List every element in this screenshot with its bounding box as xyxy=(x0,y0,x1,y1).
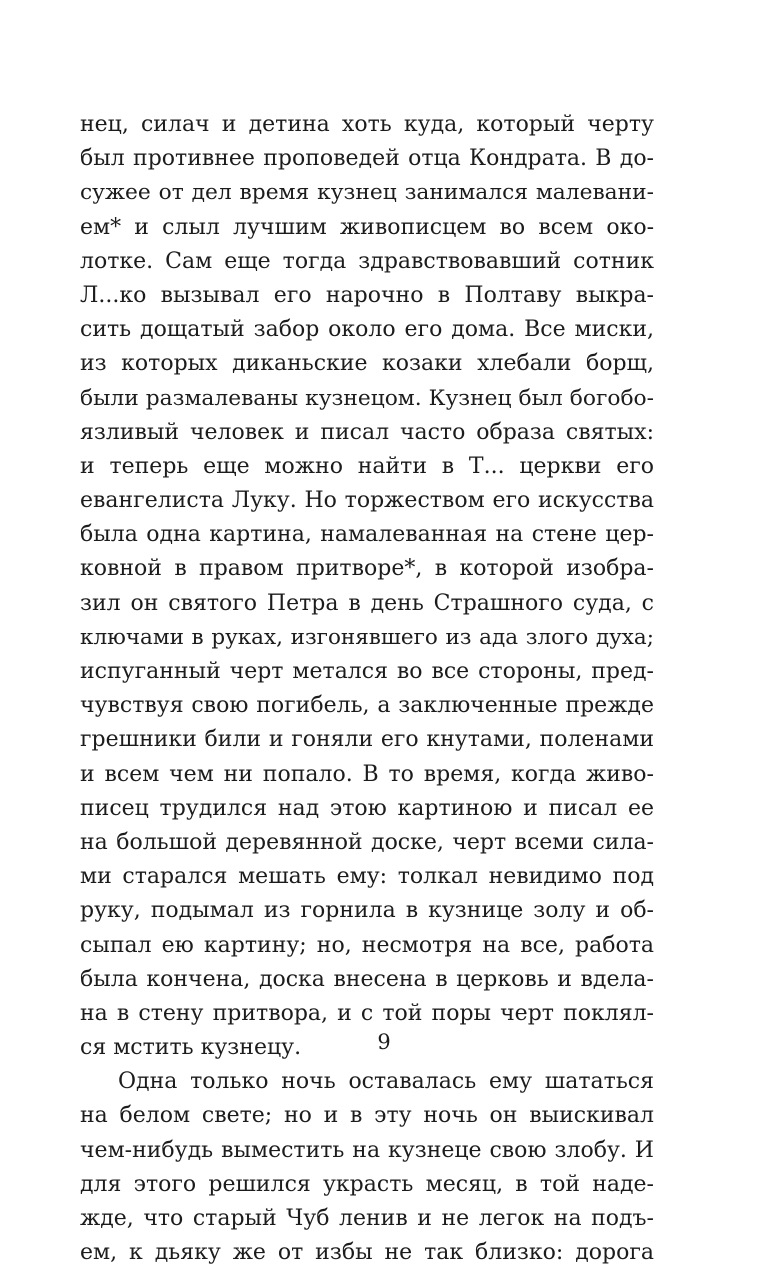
page-number: 9 xyxy=(377,1030,391,1054)
text-line: ем* и слыл лучшим живописцем во всем око- xyxy=(80,214,654,240)
text-line: чувствуя свою погибель, а заключенные прежде xyxy=(80,693,654,719)
text-line: зил он святого Петра в день Страшного суда, с xyxy=(80,590,654,616)
text-line: ся мстить кузнецу. xyxy=(80,1035,302,1061)
text-line: сужее от дел время кузнец занимался малевани- xyxy=(80,180,654,206)
text-line: ключами в руках, изгонявшего из ада злого духа; xyxy=(80,624,654,650)
text-line: язливый человек и писал часто образа святых: xyxy=(80,419,654,445)
text-line: нец, силач и детина хоть куда, который черту xyxy=(80,112,654,137)
paragraph-2 xyxy=(80,1065,654,1270)
text-line: Одна только ночь оставалась ему шататься xyxy=(118,1069,654,1095)
text-line: сить дощатый забор около его дома. Все миски, xyxy=(80,317,654,343)
text-line: была одна картина, намалеванная на стене цер- xyxy=(80,522,654,548)
text-line: на в стену притвора, и с той поры черт поклял- xyxy=(80,1000,654,1026)
text-line: лотке. Сам еще тогда здравствовавший сотник xyxy=(80,248,654,274)
text-line: чем-нибудь выместить на кузнеце свою злобу. И xyxy=(80,1137,654,1163)
paragraph-1 xyxy=(80,108,654,1065)
text-line: ем, к дьяку же от избы не так близко: дорога xyxy=(80,1240,654,1266)
text-line: сыпал ею картину; но, несмотря на все, работа xyxy=(80,932,654,958)
text-line: была кончена, доска внесена в церковь и вдела- xyxy=(80,966,654,992)
text-line: были размалеваны кузнецом. Кузнец был богобо- xyxy=(80,385,654,411)
text-line: ковной в правом притворе*, в которой изобра- xyxy=(80,556,654,582)
text-line: на большой деревянной доске, черт всеми сила- xyxy=(80,829,654,855)
text-line: на белом свете; но и в эту ночь он выискивал xyxy=(80,1103,654,1129)
text-line: испуганный черт метался во все стороны, пред- xyxy=(80,659,654,684)
text-line: для этого решился украсть месяц, в той наде- xyxy=(80,1171,654,1197)
text-line: руку, подымал из горнила в кузнице золу и об- xyxy=(80,898,654,924)
text-line: писец трудился над этою картиною и писал ее xyxy=(80,795,654,821)
text-line: грешники били и гоняли его кнутами, поленами xyxy=(80,727,654,753)
text-line: и всем чем ни попало. В то время, когда живо- xyxy=(80,761,654,787)
text-line: ми старался мешать ему: толкал невидимо под xyxy=(80,864,654,890)
body-text xyxy=(80,108,654,1270)
text-line: из которых диканьские козаки хлебали борщ, xyxy=(80,351,654,377)
text-line: был противнее проповедей отца Кондрата. В до- xyxy=(80,146,654,172)
text-line: евангелиста Луку. Но торжеством его искусства xyxy=(80,488,654,514)
text-line: жде, что старый Чуб ленив и не легок на подъ- xyxy=(80,1206,654,1231)
text-line: Л...ко вызывал его нарочно в Полтаву выкра- xyxy=(80,282,654,308)
text-line: и теперь еще можно найти в Т... церкви его xyxy=(80,453,654,479)
